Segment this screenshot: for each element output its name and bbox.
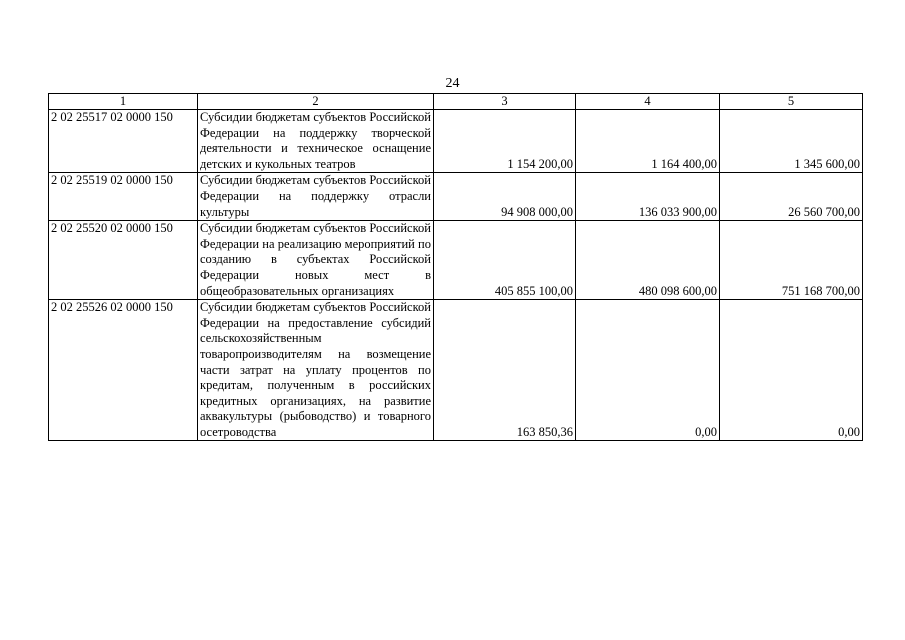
- row-code: 2 02 25517 02 0000 150: [49, 110, 198, 173]
- table-header-row: [49, 94, 863, 110]
- row-value-col4: 0,00: [576, 300, 720, 441]
- budget-table: [48, 93, 863, 441]
- page-number: 24: [445, 76, 460, 91]
- header-col-4: 4: [576, 94, 720, 110]
- row-code: 2 02 25526 02 0000 150: [49, 300, 198, 441]
- row-value-col5: 751 168 700,00: [720, 221, 863, 300]
- table-row: [49, 221, 863, 300]
- row-value-col4: 1 164 400,00: [576, 110, 720, 173]
- row-value-col3: 94 908 000,00: [434, 173, 576, 221]
- row-value-col4: 480 098 600,00: [576, 221, 720, 300]
- row-value-col5: 0,00: [720, 300, 863, 441]
- row-name: Субсидии бюджетам субъектов Российской Федерации на реализацию мероприятий по созданию в субъектах Российской Федерации новых мест в общеобразовательных организациях: [198, 221, 434, 300]
- row-value-col5: 26 560 700,00: [720, 173, 863, 221]
- table-row: [49, 300, 863, 441]
- header-col-5: 5: [720, 94, 863, 110]
- row-name: Субсидии бюджетам субъектов Российской Федерации на поддержку отрасли культуры: [198, 173, 434, 221]
- header-col-1: 1: [49, 94, 198, 110]
- table-row: [49, 110, 863, 173]
- row-name: Субсидии бюджетам субъектов Российской Федерации на предоставление субсидий сельскохозяйственным товаропроизводителям на возмещение части затрат на уплату процентов по кредитам, полученным в российских кредитных организациях, на развитие аквакультуры (рыбоводство) и товарного осетроводства: [198, 300, 434, 441]
- row-value-col5: 1 345 600,00: [720, 110, 863, 173]
- row-value-col3: 405 855 100,00: [434, 221, 576, 300]
- row-value-col3: 1 154 200,00: [434, 110, 576, 173]
- header-col-2: 2: [198, 94, 434, 110]
- row-value-col4: 136 033 900,00: [576, 173, 720, 221]
- row-value-col3: 163 850,36: [434, 300, 576, 441]
- row-name: Субсидии бюджетам субъектов Российской Федерации на поддержку творческой деятельности и техническое оснащение детских и кукольных театров: [198, 110, 434, 173]
- table-row: [49, 173, 863, 221]
- header-col-3: 3: [434, 94, 576, 110]
- row-code: 2 02 25519 02 0000 150: [49, 173, 198, 221]
- row-code: 2 02 25520 02 0000 150: [49, 221, 198, 300]
